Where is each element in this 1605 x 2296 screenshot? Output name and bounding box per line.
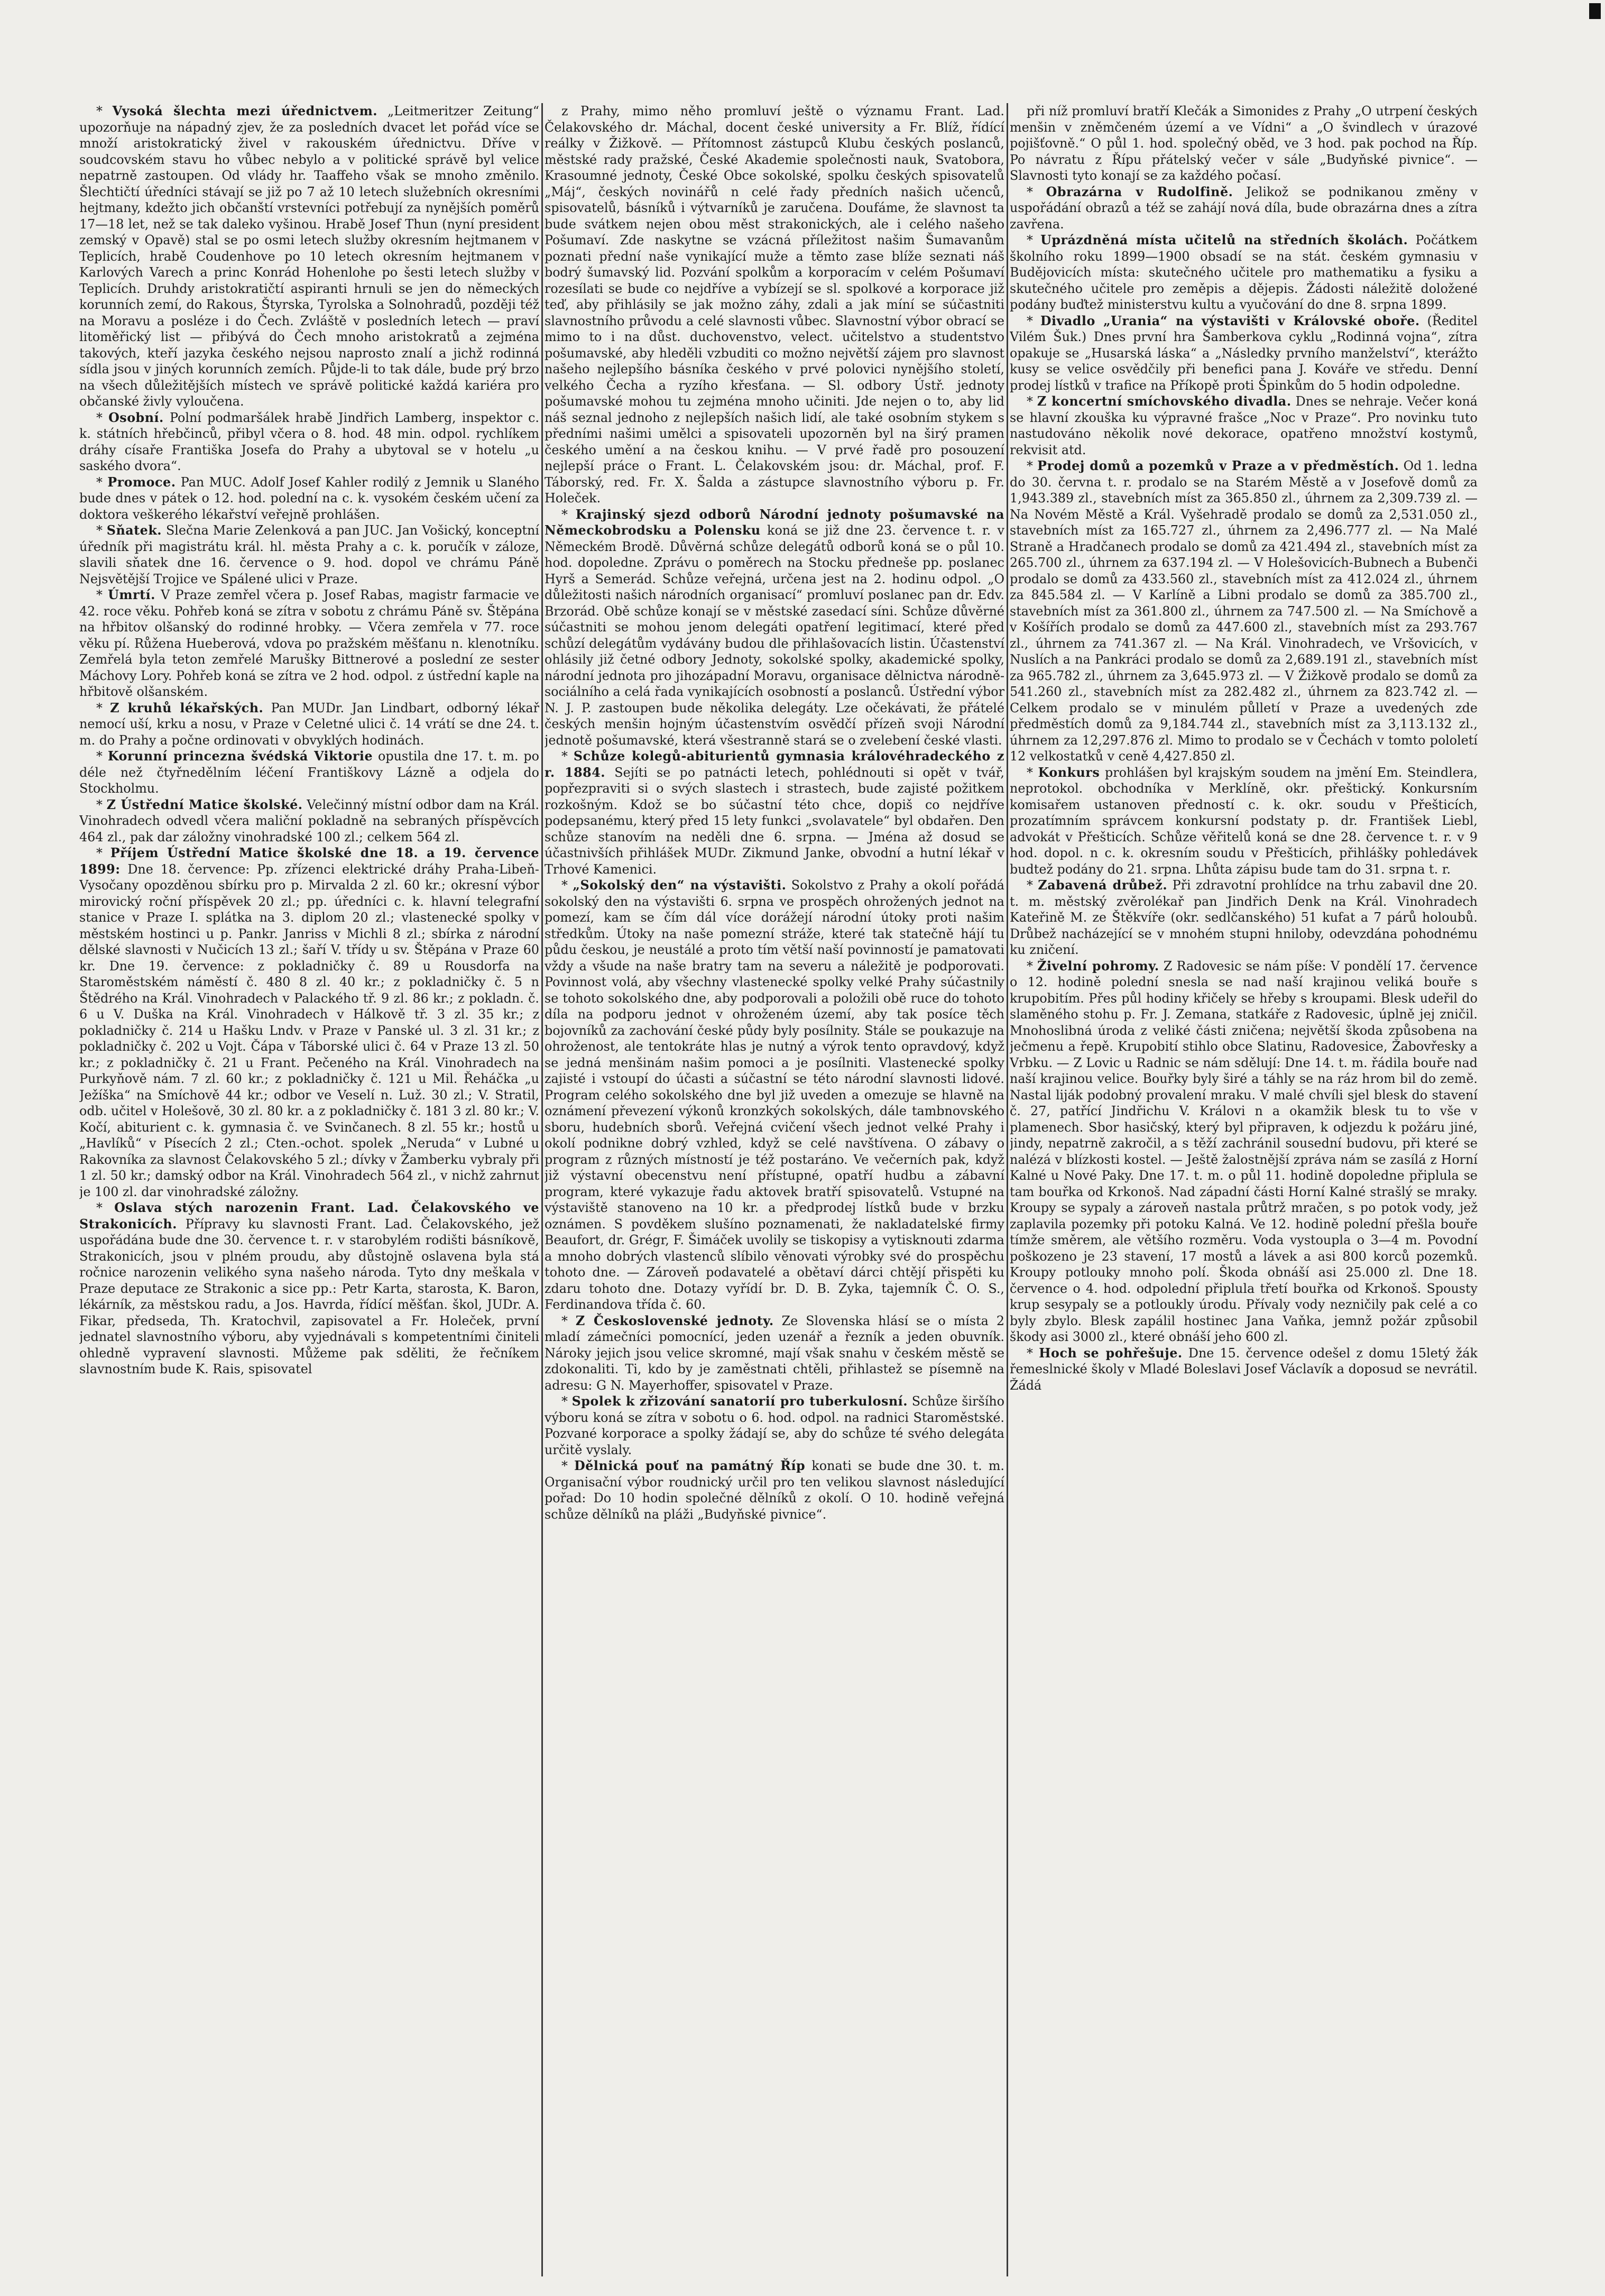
article-heading: Obrazárna v Rudolfině. bbox=[1046, 184, 1233, 199]
article-heading: Schůze kolegů-abiturientů gymnasia královéhradeckého z r. 1884. bbox=[545, 749, 1004, 780]
article-paragraph: * Schůze kolegů-abiturientů gymnasia královéhradeckého z r. 1884. Sejíti se po patnácti letech, pohlédnouti si opět v tvář, popřezpraviti si o svých slastech i strastech, bude zajisté požitkem rozkošným. Kdož se bo súčastní této chce, dopiš co nejdříve podepsanému, který před 15 lety funkci „svolavatele“ byl obdařen. Den schůze stanovím na neděli dne 6. srpna. — Jména až dosud se účastnivších přihlášek MUDr. Zikmund Janke, obvodní a hutní lékař v Trhové Kamenici. bbox=[545, 749, 1004, 877]
article-text: Sokolstvo z Prahy a okolí pořádá sokolský den na výstavišti 6. srpna ve prospěch ohrožených jednot na pomezí, kam se čím dál více dorážejí národní útoky proti našim středkům. Útoky na naše pomezní stráže, které tak statečně hájí tu půdu českou, je neustálé a proto tím větší naší povinností je pamatovati vždy a všude na naše bratry tam na severu a náležitě je podporovati. Povinnost volá, aby všechny vlastenecké spolky velké Prahy súčastnily se tohoto sokolského dne, aby podporovali a položili obě ruce do tohoto díla na podporu jednot v ohroženém území, aby tak posíce těch bojovníků za zachování české půdy byly posílnity. Stále se poukazuje na ohroženost, ale tentokráte hlas je nutný a výrok tento opravdový, když se jedná menšinám našim pomoci a je posílniti. Vlastenecké spolky zajisté i vstoupí do účasti a súčastní se této národní slavnosti lidové. Program celého sokolského dne byl již uveden a omezuje se hlavně na oznámení převezení výkonů kronzkých sokolských, dále tambnovského sboru, hudebních sborů. Veřejná cvičení všech jednot velké Prahy i okolí podnikne dobrý vzhled, když se celé navštívena. O zábavy o program z různých místností je též postaráno. Ve večerních pak, když již výstavní obecenstvu není přístupné, opatří hudbu a zábavní program, které vykazuje řadu aktovek bratří spisovatelů. Vstupné na výstaviště stanoveno na 10 kr. a předprodej lístků bude v brzku oznámen. S povděkem slušíno poznamenati, že nakladatelské firmy Beaufort, dr. Grégr, F. Šimáček uvolily se tiskopisy a vytisknouti zdarma a mnoho dobrých vlastenců slíbilo věnovati výrobky své do prospěchu tohoto dne. — Zároveň podavatelé a obětaví dárci chtějí přispěti ku zdaru tohoto dne. Dotazy vyřídí br. D. B. Zyka, tajemník Č. O. S., Ferdinandova třída č. 60. bbox=[545, 878, 1004, 1312]
article-heading: Z Ústřední Matice školské. bbox=[106, 797, 303, 812]
article-text: Sejíti se po patnácti letech, pohlédnouti si opět v tvář, popřezpraviti si o svých slastech i strastech, bude zajisté požitkem rozkošným. Kdož se bo súčastní této chce, dopiš co nejdříve podepsanému, který před 15 lety funkci „svolavatele“ byl obdařen. Den schůze stanovím na neděli dne 6. srpna. — Jména až dosud se účastnivších přihlášek MUDr. Zikmund Janke, obvodní a hutní lékař v Trhové Kamenici. bbox=[545, 765, 1004, 877]
article-heading: Vysoká šlechta mezi úřednictvem. bbox=[112, 104, 378, 118]
article-heading: Spolek k zřizování sanatorií pro tuberkulosní. bbox=[571, 1394, 908, 1409]
article-text: Schůze širšího výboru koná se zítra v sobotu o 6. hod. odpol. na radnici Staroměstské. Pozvané korporace a spolky žádají se, aby do schůze té svého delegáta určitě vyslaly. bbox=[545, 1394, 1004, 1457]
article-paragraph: * Z kruhů lékařských. Pan MUDr. Jan Lindbart, odborný lékař nemocí uší, krku a nosu, v Praze v Celetné ulici č. 14 vrátí se dne 24. t. m. do Prahy a počne ordinovati v obvyklých hodinách. bbox=[79, 700, 539, 748]
article-paragraph: * Dělnická pouť na památný Říp konati se bude dne 30. t. m. Organisační výbor roudnický určil pro ten velikou slavnost následující pořad: Do 10 hodin společné dělníků z okolí. O 10. hodině veřejná schůze dělníků na pláži „Budyňské pivnice“. bbox=[545, 1458, 1004, 1522]
article-heading: Živelní pohromy. bbox=[1037, 958, 1159, 973]
article-text: koná se již dne 23. července t. r. v Německém Brodě. Důvěrná schůze delegátů odborů koná se o půl 10. hod. dopoledne. Zprávu o poměrech na Stocku předneše pp. poslanec Hyrš a Semerád. Schůze veřejná, určena jest na 2. hodinu odpol. „O důležitosti našich národních organisací“ promluví poslanec pan dr. Edv. Brzorád. Obě schůze konají se v městské zasedací síni. Schůze důvěrné súčastniti se mohou jenom delegáti opatření legitimací, které před schůzí delegátům vydávány budou dle přihlašovacích listin. Účastenství ohlásily již četné odbory Jednoty, sokolské spolky, akademické spolky, národní jednota pro jihozápadní Moravu, organisace dělnictva národně-sociálního a celá řada vynikajících osobností a poslanců. Ústřední výbor N. J. P. zastoupen bude několika delegáty. Lze očekávati, že přátelé českých menšin hojným účastenstvím osvědčí přízeň svoji Národní jednotě pošumavské, která všestranně stará se o zvelebení české vlasti. bbox=[545, 523, 1004, 748]
article-paragraph: * Spolek k zřizování sanatorií pro tuberkulosní. Schůze širšího výboru koná se zítra v sobotu o 6. hod. odpol. na radnici Staroměstské. Pozvané korporace a spolky žádají se, aby do schůze té svého delegáta určitě vyslaly. bbox=[545, 1394, 1004, 1457]
article-heading: Korunní princezna švédská Viktorie bbox=[107, 749, 373, 764]
article-heading: „Sokolský den“ na výstavišti. bbox=[573, 878, 787, 893]
article-paragraph: * Úmrtí. V Praze zemřel včera p. Josef Rabas, magistr farmacie ve 42. roce věku. Pohřeb koná se zítra v sobotu z chrámu Páně sv. Štěpána na hřbitov olšanský do rodinné hrobky. — Včera zemřela v 77. roce věku pí. Růžena Hueberová, vdova po pražském měšťanu n. klenotníku. Zemřelá byla teton zemřelé Marušky Bittnerové a poslední ze sester Máchovy Lory. Pohřeb koná se zítra ve 2 hod. odpol. z ústřední kaple na hřbitově olšanském. bbox=[79, 587, 539, 699]
article-text: Polní podmaršálek hrabě Jindřich Lamberg, inspektor c. k. státních hřebčinců, přibyl včera o 8. hod. 48 min. odpol. rychlíkem dráhy císaře Františka Josefa do Prahy a ubytoval se v hotelu „u saského dvora“. bbox=[79, 410, 539, 473]
article-paragraph: * Zabavená drůbež. Při zdravotní prohlídce na trhu zabavil dne 20. t. m. městský zvěrolékař pan Jindřich Denk na Král. Vinohradech Kateřině M. ze Štěkvíře (okr. sedlčanského) 51 kufat a 7 párů holoubů. Drůbež nacházející se v mnohém stupni hniloby, odevzdána pohodnému ku zničení. bbox=[1010, 878, 1478, 957]
article-text: Počátkem školního roku 1899—1900 obsadí se na stát. českém gymnasiu v Budějovicích místa: skutečného učitele pro mathematiku a fysiku a skutečného učitele pro zeměpis a dějepis. Žádosti náležitě doložené podány buďtež ministerstvu kultu a vyučování do dne 8. srpna 1899. bbox=[1010, 233, 1478, 312]
article-text: Při zdravotní prohlídce na trhu zabavil dne 20. t. m. městský zvěrolékař pan Jindřich Denk na Král. Vinohradech Kateřině M. ze Štěkvíře (okr. sedlčanského) 51 kufat a 7 párů holoubů. Drůbež nacházející se v mnohém stupni hniloby, odevzdána pohodnému ku zničení. bbox=[1010, 878, 1478, 957]
corner-register-mark bbox=[1589, 3, 1601, 19]
article-heading: Osobní. bbox=[108, 410, 164, 425]
article-heading: Oslava stých narozenin Frant. Lad. Čelakovského ve Strakonicích. bbox=[79, 1200, 539, 1232]
article-paragraph: * Příjem Ústřední Matice školské dne 18. a 19. července 1899: Dne 18. července: Pp. zřízenci elektrické dráhy Praha-Libeň-Vysočany opozděnou sbírku pro p. Mirvalda 2 zl. 60 kr.; okresní výbor mirovický roční příspěvek 20 zl.; pp. úředníci c. k. hlavní telegrafní stanice v Praze I. splátka na 3. diplom 20 zl.; vlastenecké spolky v městském hostinci u p. Pankr. Janriss v Michli 8 zl.; sbírka z národní dělské slavnosti v Nučicích 13 zl.; šaří V. třídy u sv. Štěpána v Praze 60 kr. Dne 19. července: z pokladničky č. 89 u Rousdorfa na Staroměstském náměstí č. 480 8 zl. 40 kr.; z pokladničky č. 5 n Štědrého na Král. Vinohradech v Palackého tř. 9 zl. 86 kr.; z pokladn. č. 6 u V. Duška na Král. Vinohradech v Hálkově tř. 3 zl. 35 kr.; z pokladničky č. 214 u Hašku Lndv. v Praze v Panské ul. 3 zl. 31 kr.; z pokladničky č. 202 u Vojt. Čápa v Táborské ulici č. 64 v Praze 13 zl. 50 kr.; z pokladničky č. 21 u Frant. Pečeného na Král. Vinohradech na Purkyňově nám. 7 zl. 60 kr.; z pokladničky č. 121 u Mil. Řeháčka „u Ježíška“ na Smíchově 44 kr.; odbor ve Veselí n. Luž. 30 zl.; V. Stratil, odb. učitel v Holešově, 30 zl. 80 kr. a z pokladničky č. 181 3 zl. 80 kr.; V. Kočí, abiturient c. k. gymnasia č. ve Svinčanech. 8 zl. 55 kr.; hostů u „Havlíků“ v Písecích 2 zl.; Cten.-ochot. spolek „Neruda“ v Lubné u Rakovníka za slavnost Čelakovského 5 zl.; dívky v Žamberku vybraly při 1 zl. 50 kr.; damský odbor na Král. Vinohradech 564 zl., v nichž zahrnut je 100 zl. dar vinohradské záložny. bbox=[79, 846, 539, 1199]
article-paragraph: * Uprázdněná místa učitelů na středních školách. Počátkem školního roku 1899—1900 obsadí se na stát. českém gymnasiu v Budějovicích místa: skutečného učitele pro mathematiku a fysiku a skutečného učitele pro zeměpis a dějepis. Žádosti náležitě doložené podány buďtež ministerstvu kultu a vyučování do dne 8. srpna 1899. bbox=[1010, 233, 1478, 312]
article-paragraph: * Krajinský sjezd odborů Národní jednoty pošumavské na Německobrodsku a Polensku koná se již dne 23. července t. r. v Německém Brodě. Důvěrná schůze delegátů odborů koná se o půl 10. hod. dopoledne. Zprávu o poměrech na Stocku předneše pp. poslanec Hyrš a Semerád. Schůze veřejná, určena jest na 2. hodinu odpol. „O důležitosti našich národních organisací“ promluví poslanec pan dr. Edv. Brzorád. Obě schůze konají se v městské zasedací síni. Schůze důvěrné súčastniti se mohou jenom delegáti opatření legitimací, které před schůzí delegátům vydávány budou dle přihlašovacích listin. Účastenství ohlásily již četné odbory Jednoty, sokolské spolky, akademické spolky, národní jednota pro jihozápadní Moravu, organisace dělnictva národně-sociálního a celá řada vynikajících osobností a poslanců. Ústřední výbor N. J. P. zastoupen bude několika delegáty. Lze očekávati, že přátelé českých menšin hojným účastenstvím osvědčí přízeň svoji Národní jednotě pošumavské, která všestranně stará se o zvelebení české vlasti. bbox=[545, 507, 1004, 748]
article-text: Dne 18. července: Pp. zřízenci elektrické dráhy Praha-Libeň-Vysočany opozděnou sbírku pro p. Mirvalda 2 zl. 60 kr.; okresní výbor mirovický roční příspěvek 20 zl.; pp. úředníci c. k. hlavní telegrafní stanice v Praze I. splátka na 3. diplom 20 zl.; vlastenecké spolky v městském hostinci u p. Pankr. Janriss v Michli 8 zl.; sbírka z národní dělské slavnosti v Nučicích 13 zl.; šaří V. třídy u sv. Štěpána v Praze 60 kr. Dne 19. července: z pokladničky č. 89 u Rousdorfa na Staroměstském náměstí č. 480 8 zl. 40 kr.; z pokladničky č. 5 n Štědrého na Král. Vinohradech v Palackého tř. 9 zl. 86 kr.; z pokladn. č. 6 u V. Duška na Král. Vinohradech v Hálkově tř. 3 zl. 35 kr.; z pokladničky č. 214 u Hašku Lndv. v Praze v Panské ul. 3 zl. 31 kr.; z pokladničky č. 202 u Vojt. Čápa v Táborské ulici č. 64 v Praze 13 zl. 50 kr.; z pokladničky č. 21 u Frant. Pečeného na Král. Vinohradech na Purkyňově nám. 7 zl. 60 kr.; z pokladničky č. 121 u Mil. Řeháčka „u Ježíška“ na Smíchově 44 kr.; odbor ve Veselí n. Luž. 30 zl.; V. Stratil, odb. učitel v Holešově, 30 zl. 80 kr. a z pokladničky č. 181 3 zl. 80 kr.; V. Kočí, abiturient c. k. gymnasia č. ve Svinčanech. 8 zl. 55 kr.; hostů u „Havlíků“ v Písecích 2 zl.; Cten.-ochot. spolek „Neruda“ v Lubné u Rakovníka za slavnost Čelakovského 5 zl.; dívky v Žamberku vybraly při 1 zl. 50 kr.; damský odbor na Král. Vinohradech 564 zl., v nichž zahrnut je 100 zl. dar vinohradské záložny. bbox=[79, 861, 539, 1199]
article-heading: Konkurs bbox=[1038, 765, 1100, 780]
article-heading: Z kruhů lékařských. bbox=[110, 700, 264, 715]
article-text: Dnes se nehraje. Večer koná se hlavní zkouška ku výpravné frašce „Noc v Praze“. Pro novinku tuto nastudováno několik nové dekorace, opatřeno množství kostymů, rekvisit atd. bbox=[1010, 394, 1478, 457]
article-heading: Promoce. bbox=[107, 474, 176, 490]
article-text: V Praze zemřel včera p. Josef Rabas, magistr farmacie ve 42. roce věku. Pohřeb koná se zítra v sobotu z chrámu Páně sv. Štěpána na hřbitov olšanský do rodinné hrobky. — Včera zemřela v 77. roce věku pí. Růžena Hueberová, vdova po pražském měšťanu n. klenotníku. Zemřelá byla teton zemřelé Marušky Bittnerové a poslední ze sester Máchovy Lory. Pohřeb koná se zítra ve 2 hod. odpol. z ústřední kaple na hřbitově olšanském. bbox=[79, 587, 539, 699]
article-paragraph: * Oslava stých narozenin Frant. Lad. Čelakovského ve Strakonicích. Přípravy ku slavnosti Frant. Lad. Čelakovského, jež uspořádána bude dne 30. července t. r. v starobylém rodišti básníkově, Strakonicích, jsou v plném proudu, aby důstojně oslavena byla stá ročnice narozenin velikého syna našeho národa. Tyto dny meškala v Praze deputace ze Strakonic a sice pp.: Petr Karta, starosta, K. Baron, lékárník, za městskou radu, a Jos. Havrda, řídící měšťan. škol, JUDr. A. Fikar, předseda, Th. Kratochvil, zapisovatel a Fr. Holeček, první jednatel slavnostního výboru, aby vyjednávali s kompetentními činiteli ohledně vypravení slavnosti. Můžeme pak sděliti, že řečníkem slavnostním bude K. Rais, spisovatel bbox=[79, 1200, 539, 1376]
article-text: Pan MUDr. Jan Lindbart, odborný lékař nemocí uší, krku a nosu, v Praze v Celetné ulici č. 14 vrátí se dne 24. t. m. do Prahy a počne ordinovati v obvyklých hodinách. bbox=[79, 700, 539, 748]
article-heading: Prodej domů a pozemků v Praze a v předměstích. bbox=[1037, 458, 1399, 473]
article-text: při níž promluví bratří Klečák a Simonides z Prahy „O utrpení českých menšin v zněmčeném území a ve Vídni“ a „O švindlech v úrazové pojišťovně.“ O půl 1. hod. společný oběd, ve 3 hod. pak pochod na Říp. Po návratu z Řípu přátelský večer v sále „Budyňské pivnice“. — Slavnosti tyto konají se za každého počasí. bbox=[1010, 104, 1478, 183]
article-paragraph: * Promoce. Pan MUC. Adolf Josef Kahler rodilý z Jemnik u Slaného bude dnes v pátek o 12. hod. polední na c. k. vysokém českém učení za doktora veškerého lékařství veřejně prohlášen. bbox=[79, 474, 539, 522]
article-heading: Zabavená drůbež. bbox=[1038, 878, 1168, 893]
article-paragraph: * Divadlo „Urania“ na výstavišti v Královské oboře. (Ředitel Vilém Šuk.) Dnes první hra Šamberkova cyklu „Rodinná vojna“, zítra opakuje se „Husarská láska“ a „Následky prvního manželství“, kterážto kusy se velice osvědčily při benefici pana J. Kováře ve středu. Denní prodej lístků v trafice na Příkopě proti Špinkům do 5 hodin odpoledne. bbox=[1010, 313, 1478, 393]
article-paragraph: * Obrazárna v Rudolfině. Jelikož se podnikanou změny v uspořádání obrazů a též se zahájí nová díla, bude obrazárna dnes a zítra zavřena. bbox=[1010, 184, 1478, 232]
article-text: Velečinný místní odbor dam na Král. Vinohradech odvedl včera maliční pokladně na sebraných příspěvcích 464 zl., pak dar záložny vinohradské 100 zl.; celkem 564 zl. bbox=[79, 797, 539, 844]
article-paragraph bbox=[1010, 103, 1478, 184]
article-paragraph: * Korunní princezna švédská Viktorie opustila dne 17. t. m. po déle než čtyřnedělním léčení Františkovy Lázně a odjela do Stockholmu. bbox=[79, 749, 539, 796]
article-text: Ze Slovenska hlásí se o místa 2 mladí zámečníci pomocnící, jeden uzenář a řezník a jeden obuvník. Nároky jejich jsou velice skromné, mají však snahu v českém městě se zdokonaliti. Ti, kdo by je zaměstnati chtěli, přihlastež se písemně na adresu: G N. Mayerhoffer, spisovatel v Praze. bbox=[545, 1313, 1004, 1393]
article-paragraph: * Sňatek. Slečna Marie Zelenková a pan JUC. Jan Vošický, konceptní úředník při magistrátu král. hl. města Prahy a c. k. poručík v záloze, slavili sňatek dne 16. července o 9. hod. dopol ve chrámu Páně Nejsvětější Trojice ve Spálené ulici v Praze. bbox=[79, 523, 539, 586]
article-paragraph: * Konkurs prohlášen byl krajským soudem na jmění Em. Steindlera, neprotokol. obchodníka v Merklíně, okr. přeštický. Konkursním komisařem ustanoven předností c. k. okr. soudu v Přešticích, prozatímním správcem konkursní podstaty p. dr. František Liebl, advokát v Přešticích. Schůze věřitelů koná se dne 28. července t. r. v 9 hod. dopol. n c. k. okresním soudu v Přešticích, přihlášky pohledávek budtež podány do 21. srpna. Lhůta zápisu bude tam do 31. srpna t. r. bbox=[1010, 765, 1478, 877]
article-paragraph: * Živelní pohromy. Z Radovesic se nám píše: V pondělí 17. července o 12. hodině polední snesla se nad naší krajinou veliká bouře s krupobitím. Přes půl hodiny křičely se hřeby s kroupami. Blesk udeřil do slaměného stohu p. Fr. J. Zemana, statkáře z Radovesic, úplně jej zničil. Mnohoslibná úroda z veliké části zničena; největší škoda způsobena na ječmenu a řepě. Krupobití stihlo obce Slatinu, Radovesice, Žabovřesky a Vrbku. — Z Lovic u Radnic se nám sdělují: Dne 14. t. m. řádila bouře nad naší krajinou velice. Bouřky byly širé a táhly se na ráz hrom bil do země. Nastal liják podobný provalení mraku. V malé chvíli sjel blesk do stavení č. 27, patřící Jindřichu V. Královi n a okamžik blesk tu to vše v plamenech. Sbor hasičský, který byl připraven, k odjezdu k požáru jiné, jindy, nepatrně zakročil, a s těží zachránil sousední budovu, při které se nalézá v blízkosti kostel. — Ještě žalostnější zpráva nám se zasílá z Horní Kalné u Nové Paky. Dne 17. t. m. o půl 11. hodině dopoledne připlula se tam bouřka od Krkonoš. Nad západní části Horní Kalné strašlý se mraky. Kroupy se sypaly a zároveň nastala průtrž mračen, s po potok vody, jež zaplavila pozemky při potoku Kalná. Ve 12. hodině polední přešla bouře tímže směrem, ale většího rozměru. Voda vystoupla o 3—4 m. Povodní poškozeno je 23 stavení, 17 mostů a lávek a asi 800 korců pozemků. Kroupy potlouky mnoho polí. Škoda obnáší asi 25.000 zl. Dne 18. července o 4. hod. odpolední připlula třetí bouřka od Krkonoš. Spousty krup sesypaly se a potloukly úrodu. Přívaly vody nezničily pak celé a co byly zbylo. Blesk zapálil hostinec Jana Vaňka, jemnž požár způsobil škody asi 3000 zl., které obnáší jeho 600 zl. bbox=[1010, 958, 1478, 1344]
column-3 bbox=[1010, 103, 1478, 2276]
article-text: Dne 15. července odešel z domu 15letý žák řemeslnické školy v Mladé Boleslavi Josef Václavík a doposud se nevrátil. Žádá bbox=[1010, 1345, 1478, 1393]
column-rule bbox=[541, 103, 543, 2276]
article-paragraph: * Z Ústřední Matice školské. Velečinný místní odbor dam na Král. Vinohradech odvedl včera maliční pokladně na sebraných příspěvcích 464 zl., pak dar záložny vinohradské 100 zl.; celkem 564 zl. bbox=[79, 797, 539, 844]
column-2 bbox=[545, 103, 1004, 2276]
newspaper-page bbox=[79, 103, 1530, 2276]
article-heading: Z Československé jednoty. bbox=[575, 1313, 774, 1328]
article-text: konati se bude dne 30. t. m. Organisační výbor roudnický určil pro ten velikou slavnost následující pořad: Do 10 hodin společné dělníků z okolí. O 10. hodině veřejná schůze dělníků na pláži „Budyňské pivnice“. bbox=[545, 1458, 1004, 1522]
article-heading: Krajinský sjezd odborů Národní jednoty pošumavské na Německobrodsku a Polensku bbox=[545, 507, 1004, 538]
article-text: opustila dne 17. t. m. po déle než čtyřnedělním léčení Františkovy Lázně a odjela do Stockholmu. bbox=[79, 749, 539, 796]
article-paragraph: * Z koncertní smíchovského divadla. Dnes se nehraje. Večer koná se hlavní zkouška ku výpravné frašce „Noc v Praze“. Pro novinku tuto nastudováno několik nové dekorace, opatřeno množství kostymů, rekvisit atd. bbox=[1010, 394, 1478, 457]
article-text: Od 1. ledna do 30. června t. r. prodalo se na Starém Městě a v Josefově domů za 1,943.389 zl., stavebních míst za 365.850 zl., úhrnem za 2,309.739 zl. — Na Novém Městě a Král. Vyšehradě prodalo se domů za 2,531.050 zl., stavebních míst za 165.727 zl., úhrnem za 2,496.777 zl. — Na Malé Straně a Hradčanech prodalo se domů za 421.494 zl., stavebních míst za 265.700 zl., úhrnem za 637.194 zl. — V Holešovicích-Bubnech a Bubenči prodalo se domů za 433.560 zl., stavebních míst za 412.024 zl., úhrnem za 845.584 zl. — V Karlíně a Libni prodalo se domů za 385.700 zl., stavebních míst za 361.800 zl., úhrnem za 747.500 zl. — Na Smíchově a v Košířích prodalo se domů za 447.600 zl., stavebních míst za 293.767 zl., úhrnem za 741.367 zl. — Na Král. Vinohradech, ve Vršovicích, v Nuslích a na Pankráci prodalo se domů za 2,689.191 zl., stavebních míst za 965.782 zl., úhrnem za 3,645.973 zl. — V Žižkově prodalo se domů za 541.260 zl., stavebních míst za 282.482 zl., úhrnem za 823.742 zl. — Celkem prodalo se v minulém půlletí v Praze a uvedených zde předměstích domů za 9,184.744 zl., stavebních míst za 3,113.132 zl., úhrnem za 12,297.876 zl. Mimo to prodalo se v Čechách v tomto pololetí 12 velkostatků v ceně 4,427.850 zl. bbox=[1010, 458, 1478, 764]
column-1 bbox=[79, 103, 539, 2276]
article-text: Přípravy ku slavnosti Frant. Lad. Čelakovského, jež uspořádána bude dne 30. července t. r. v starobylém rodišti básníkově, Strakonicích, jsou v plném proudu, aby důstojně oslavena byla stá ročnice narozenin velikého syna našeho národa. Tyto dny meškala v Praze deputace ze Strakonic a sice pp.: Petr Karta, starosta, K. Baron, lékárník, za městskou radu, a Jos. Havrda, řídící měšťan. škol, JUDr. A. Fikar, předseda, Th. Kratochvil, zapisovatel a Fr. Holeček, první jednatel slavnostního výboru, aby vyjednávali s kompetentními činiteli ohledně vypravení slavnosti. Můžeme pak sděliti, že řečníkem slavnostním bude K. Rais, spisovatel bbox=[79, 1216, 539, 1376]
article-heading: Úmrtí. bbox=[108, 587, 155, 602]
article-paragraph: * Z Československé jednoty. Ze Slovenska hlásí se o místa 2 mladí zámečníci pomocnící, jeden uzenář a řezník a jeden obuvník. Nároky jejich jsou velice skromné, mají však snahu v českém městě se zdokonaliti. Ti, kdo by je zaměstnati chtěli, přihlastež se písemně na adresu: G N. Mayerhoffer, spisovatel v Praze. bbox=[545, 1313, 1004, 1393]
article-heading: Dělnická pouť na památný Říp bbox=[574, 1458, 806, 1473]
article-heading: Hoch se pohřešuje. bbox=[1039, 1345, 1183, 1361]
article-paragraph: * Prodej domů a pozemků v Praze a v předměstích. Od 1. ledna do 30. června t. r. prodalo se na Starém Městě a v Josefově domů za 1,943.389 zl., stavebních míst za 365.850 zl., úhrnem za 2,309.739 zl. — Na Novém Městě a Král. Vyšehradě prodalo se domů za 2,531.050 zl., stavebních míst za 165.727 zl., úhrnem za 2,496.777 zl. — Na Malé Straně a Hradčanech prodalo se domů za 421.494 zl., stavebních míst za 265.700 zl., úhrnem za 637.194 zl. — V Holešovicích-Bubnech a Bubenči prodalo se domů za 433.560 zl., stavebních míst za 412.024 zl., úhrnem za 845.584 zl. — V Karlíně a Libni prodalo se domů za 385.700 zl., stavebních míst za 361.800 zl., úhrnem za 747.500 zl. — Na Smíchově a v Košířích prodalo se domů za 447.600 zl., stavebních míst za 293.767 zl., úhrnem za 741.367 zl. — Na Král. Vinohradech, ve Vršovicích, v Nuslích a na Pankráci prodalo se domů za 2,689.191 zl., stavebních míst za 965.782 zl., úhrnem za 3,645.973 zl. — V Žižkově prodalo se domů za 541.260 zl., stavebních míst za 282.482 zl., úhrnem za 823.742 zl. — Celkem prodalo se v minulém půlletí v Praze a uvedených zde předměstích domů za 9,184.744 zl., stavebních míst za 3,113.132 zl., úhrnem za 12,297.876 zl. Mimo to prodalo se v Čechách v tomto pololetí 12 velkostatků v ceně 4,427.850 zl. bbox=[1010, 458, 1478, 764]
article-text: Slečna Marie Zelenková a pan JUC. Jan Vošický, konceptní úředník při magistrátu král. hl. města Prahy a c. k. poručík v záloze, slavili sňatek dne 16. července o 9. hod. dopol ve chrámu Páně Nejsvětější Trojice ve Spálené ulici v Praze. bbox=[79, 523, 539, 586]
article-heading: Příjem Ústřední Matice školské dne 18. a 19. července 1899: bbox=[79, 846, 539, 877]
article-text: prohlášen byl krajským soudem na jmění Em. Steindlera, neprotokol. obchodníka v Merklíně, okr. přeštický. Konkursním komisařem ustanoven předností c. k. okr. soudu v Přešticích, prozatímním správcem konkursní podstaty p. dr. František Liebl, advokát v Přešticích. Schůze věřitelů koná se dne 28. července t. r. v 9 hod. dopol. n c. k. okresním soudu v Přešticích, přihlášky pohledávek budtež podány do 21. srpna. Lhůta zápisu bude tam do 31. srpna t. r. bbox=[1010, 765, 1478, 877]
article-text: Z Radovesic se nám píše: V pondělí 17. července o 12. hodině polední snesla se nad naší krajinou veliká bouře s krupobitím. Přes půl hodiny křičely se hřeby s kroupami. Blesk udeřil do slaměného stohu p. Fr. J. Zemana, statkáře z Radovesic, úplně jej zničil. Mnohoslibná úroda z veliké části zničena; největší škoda způsobena na ječmenu a řepě. Krupobití stihlo obce Slatinu, Radovesice, Žabovřesky a Vrbku. — Z Lovic u Radnic se nám sdělují: Dne 14. t. m. řádila bouře nad naší krajinou velice. Bouřky byly širé a táhly se na ráz hrom bil do země. Nastal liják podobný provalení mraku. V malé chvíli sjel blesk do stavení č. 27, patřící Jindřichu V. Královi n a okamžik blesk tu to vše v plamenech. Sbor hasičský, který byl připraven, k odjezdu k požáru jiné, jindy, nepatrně zakročil, a s těží zachránil sousední budovu, při které se nalézá v blízkosti kostel. — Ještě žalostnější zpráva nám se zasílá z Horní Kalné u Nové Paky. Dne 17. t. m. o půl 11. hodině dopoledne připlula se tam bouřka od Krkonoš. Nad západní části Horní Kalné strašlý se mraky. Kroupy se sypaly a zároveň nastala průtrž mračen, s po potok vody, jež zaplavila pozemky při potoku Kalná. Ve 12. hodině polední přešla bouře tímže směrem, ale většího rozměru. Voda vystoupla o 3—4 m. Povodní poškozeno je 23 stavení, 17 mostů a lávek a asi 800 korců pozemků. Kroupy potlouky mnoho polí. Škoda obnáší asi 25.000 zl. Dne 18. července o 4. hod. odpolední připlula třetí bouřka od Krkonoš. Spousty krup sesypaly se a potloukly úrodu. Přívaly vody nezničily pak celé a co byly zbylo. Blesk zapálil hostinec Jana Vaňka, jemnž požár způsobil škody asi 3000 zl., které obnáší jeho 600 zl. bbox=[1010, 958, 1478, 1344]
article-text: (Ředitel Vilém Šuk.) Dnes první hra Šamberkova cyklu „Rodinná vojna“, zítra opakuje se „Husarská láska“ a „Následky prvního manželství“, kterážto kusy se velice osvědčily při benefici pana J. Kováře ve středu. Denní prodej lístků v trafice na Příkopě proti Špinkům do 5 hodin odpoledne. bbox=[1010, 313, 1478, 393]
article-paragraph: * Hoch se pohřešuje. Dne 15. července odešel z domu 15letý žák řemeslnické školy v Mladé Boleslavi Josef Václavík a doposud se nevrátil. Žádá bbox=[1010, 1345, 1478, 1393]
article-text: Pan MUC. Adolf Josef Kahler rodilý z Jemnik u Slaného bude dnes v pátek o 12. hod. polední na c. k. vysokém českém učení za doktora veškerého lékařství veřejně prohlášen. bbox=[79, 474, 539, 522]
article-paragraph: * Vysoká šlechta mezi úřednictvem. „Leitmeritzer Zeitung“ upozorňuje na nápadný zjev, že za posledních dvacet let pořád více se množí aristokratický živel v rakouském úřednictvu. Dříve v soudcovském stavu ho vůbec nebylo a v politické správě byl velice nepatrně zastoupen. Od vlády hr. Taaffeho však se mnoho změnilo. Šlechtičtí úředníci stávají se již po 7 až 10 letech služebních okresními hejtmany, kdežto jich občanští vrstevníci potřebují za nynějších poměrů 17—18 let, než se tak daleko vyšinou. Hrabě Josef Thun (nyní president zemský v Opavě) stal se po osmi letech služby okresním hejtmanem v Teplicích, hrabě Coudenhove po 10 letech okresním hejtmanem v Karlových Varech a princ Konrád Hohenlohe po šesti letech služby v Teplicích. Druhdy aristokratičtí aspiranti hrnuli se jen do německých korunních zemí, do Rakous, Štyrska, Tyrolska a Solnohradů, později též na Moravu a posléze i do Čech. Zvláště v posledních letech — praví litoměřický list — přibývá do Čech mnoho aristokratů a zejména takových, kteří jazyka českého nejsou naprosto znalí a jichž rodinná sídla jsou v jiných korunních zemích. Půjde-li to tak dále, bude prý brzo na všech důležitějších místech ve správě politické každá kariéra pro občanské živly vyloučena. bbox=[79, 104, 539, 409]
article-paragraph: * „Sokolský den“ na výstavišti. Sokolstvo z Prahy a okolí pořádá sokolský den na výstavišti 6. srpna ve prospěch ohrožených jednot na pomezí, kam se čím dál více dorážejí národní útoky proti našim středkům. Útoky na naše pomezní stráže, které tak statečně hájí tu půdu českou, je neustálé a proto tím větší naší povinností je pamatovati vždy a všude na naše bratry tam na severu a náležitě je podporovati. Povinnost volá, aby všechny vlastenecké spolky velké Prahy súčastnily se tohoto sokolského dne, aby podporovali a položili obě ruce do tohoto díla na podporu jednot v ohroženém území, aby tak posíce těch bojovníků za zachování české půdy byly posílnity. Stále se poukazuje na ohroženost, ale tentokráte hlas je nutný a výrok tento opravdový, když se jedná menšinám našim pomoci a je posílniti. Vlastenecké spolky zajisté i vstoupí do účasti a súčastní se této národní slavnosti lidové. Program celého sokolského dne byl již uveden a omezuje se hlavně na oznámení převezení výkonů kronzkých sokolských, dále tambnovského sboru, hudebních sborů. Veřejná cvičení všech jednot velké Prahy i okolí podnikne dobrý vzhled, když se celé navštívena. O zábavy o program z různých místností je též postaráno. Ve večerních pak, když již výstavní obecenstvu není přístupné, opatří hudbu a zábavní program, které vykazuje řadu aktovek bratří spisovatelů. Vstupné na výstaviště stanoveno na 10 kr. a předprodej lístků bude v brzku oznámen. S povděkem slušíno poznamenati, že nakladatelské firmy Beaufort, dr. Grégr, F. Šimáček uvolily se tiskopisy a vytisknouti zdarma a mnoho dobrých vlastenců slíbilo věnovati výrobky své do prospěchu tohoto dne. — Zároveň podavatelé a obětaví dárci chtějí přispěti ku zdaru tohoto dne. Dotazy vyřídí br. D. B. Zyka, tajemník Č. O. S., Ferdinandova třída č. 60. bbox=[545, 878, 1004, 1312]
article-paragraph bbox=[545, 103, 1004, 507]
article-text: Jelikož se podnikanou změny v uspořádání obrazů a též se zahájí nová díla, bude obrazárna dnes a zítra zavřena. bbox=[1010, 184, 1478, 232]
article-heading: Z koncertní smíchovského divadla. bbox=[1037, 394, 1292, 409]
article-heading: Uprázdněná místa učitelů na středních školách. bbox=[1040, 233, 1408, 247]
article-heading: Divadlo „Urania“ na výstavišti v Královské oboře. bbox=[1040, 313, 1420, 328]
column-rule bbox=[1007, 103, 1008, 2276]
article-paragraph: * Osobní. Polní podmaršálek hrabě Jindřich Lamberg, inspektor c. k. státních hřebčinců, přibyl včera o 8. hod. 48 min. odpol. rychlíkem dráhy císaře Františka Josefa do Prahy a ubytoval se v hotelu „u saského dvora“. bbox=[79, 410, 539, 473]
article-text: „Leitmeritzer Zeitung“ upozorňuje na nápadný zjev, že za posledních dvacet let pořád více se množí aristokratický živel v rakouském úřednictvu. Dříve v soudcovském stavu ho vůbec nebylo a v politické správě byl velice nepatrně zastoupen. Od vlády hr. Taaffeho však se mnoho změnilo. Šlechtičtí úředníci stávají se již po 7 až 10 letech služebních okresními hejtmany, kdežto jich občanští vrstevníci potřebují za nynějších poměrů 17—18 let, než se tak daleko vyšinou. Hrabě Josef Thun (nyní president zemský v Opavě) stal se po osmi letech služby okresním hejtmanem v Teplicích, hrabě Coudenhove po 10 letech okresním hejtmanem v Karlových Varech a princ Konrád Hohenlohe po šesti letech služby v Teplicích. Druhdy aristokratičtí aspiranti hrnuli se jen do německých korunních zemí, do Rakous, Štyrska, Tyrolska a Solnohradů, později též na Moravu a posléze i do Čech. Zvláště v posledních letech — praví litoměřický list — přibývá do Čech mnoho aristokratů a zejména takových, kteří jazyka českého nejsou naprosto znalí a jichž rodinná sídla jsou v jiných korunních zemích. Půjde-li to tak dále, bude prý brzo na všech důležitějších místech ve správě politické každá kariéra pro občanské živly vyloučena. bbox=[79, 104, 539, 409]
article-text: z Prahy, mimo něho promluví ještě o významu Frant. Lad. Čelakovského dr. Máchal, docent české university a Fr. Blíž, řídící reálky v Žižkově. — Přítomnost zástupců Klubu českých poslanců, městské rady pražské, České Akademie společnosti nauk, Svatobora, Krasoumné jednoty, České Obce sokolské, spolku českých spisovatelů „Máj“, českých novinářů n celé řady předních našich učenců, spisovatelů, básníků i výtvarníků je zaručena. Doufáme, že slavnost ta bude svátkem nejen obou měst strakonických, ale i celého našeho Pošumaví. Zde naskytne se vzácná příležitost našim Šumavanům poznati přední naše vynikající muže a těmto zase blíže seznati náš bodrý šumavský lid. Pozvání spolkům a korporacím v celém Pošumaví rozesílati se bude co nejdříve a vybízejí se sl. spolkové a korporace již teď, aby přihlásily se jak možno záhy, zdali a jak míní se súčastniti slavnostního průvodu a celé slavnosti vůbec. Slavnostní výbor obrací se mimo to i na důst. duchovenstvo, velect. učitelstvo a studentstvo pošumavské, aby hleděli vzbuditi co možno největší zájem pro slavnost našeho nejlepšího básníka českého v prvé polovici nynějšího století, velkého Čecha a ryzího křesťana. — Sl. odbory Ústř. jednoty pošumavské mohou tu zejména mnoho učiniti. Jde nejen o to, aby lid náš seznal jednoho z nejlepších našich lidí, ale také osobním stykem s předními našimi umělci a spisovateli upozorněn byl na širý pramen českého umění a na českou knihu. — V prvé řadě pro posouzení nejlepší práce o Frant. L. Čelakovském jsou: dr. Máchal, prof. F. Táborský, red. Fr. X. Šalda a zástupce slavnostního výboru p. Fr. Holeček. bbox=[545, 104, 1004, 506]
article-heading: Sňatek. bbox=[106, 523, 162, 538]
